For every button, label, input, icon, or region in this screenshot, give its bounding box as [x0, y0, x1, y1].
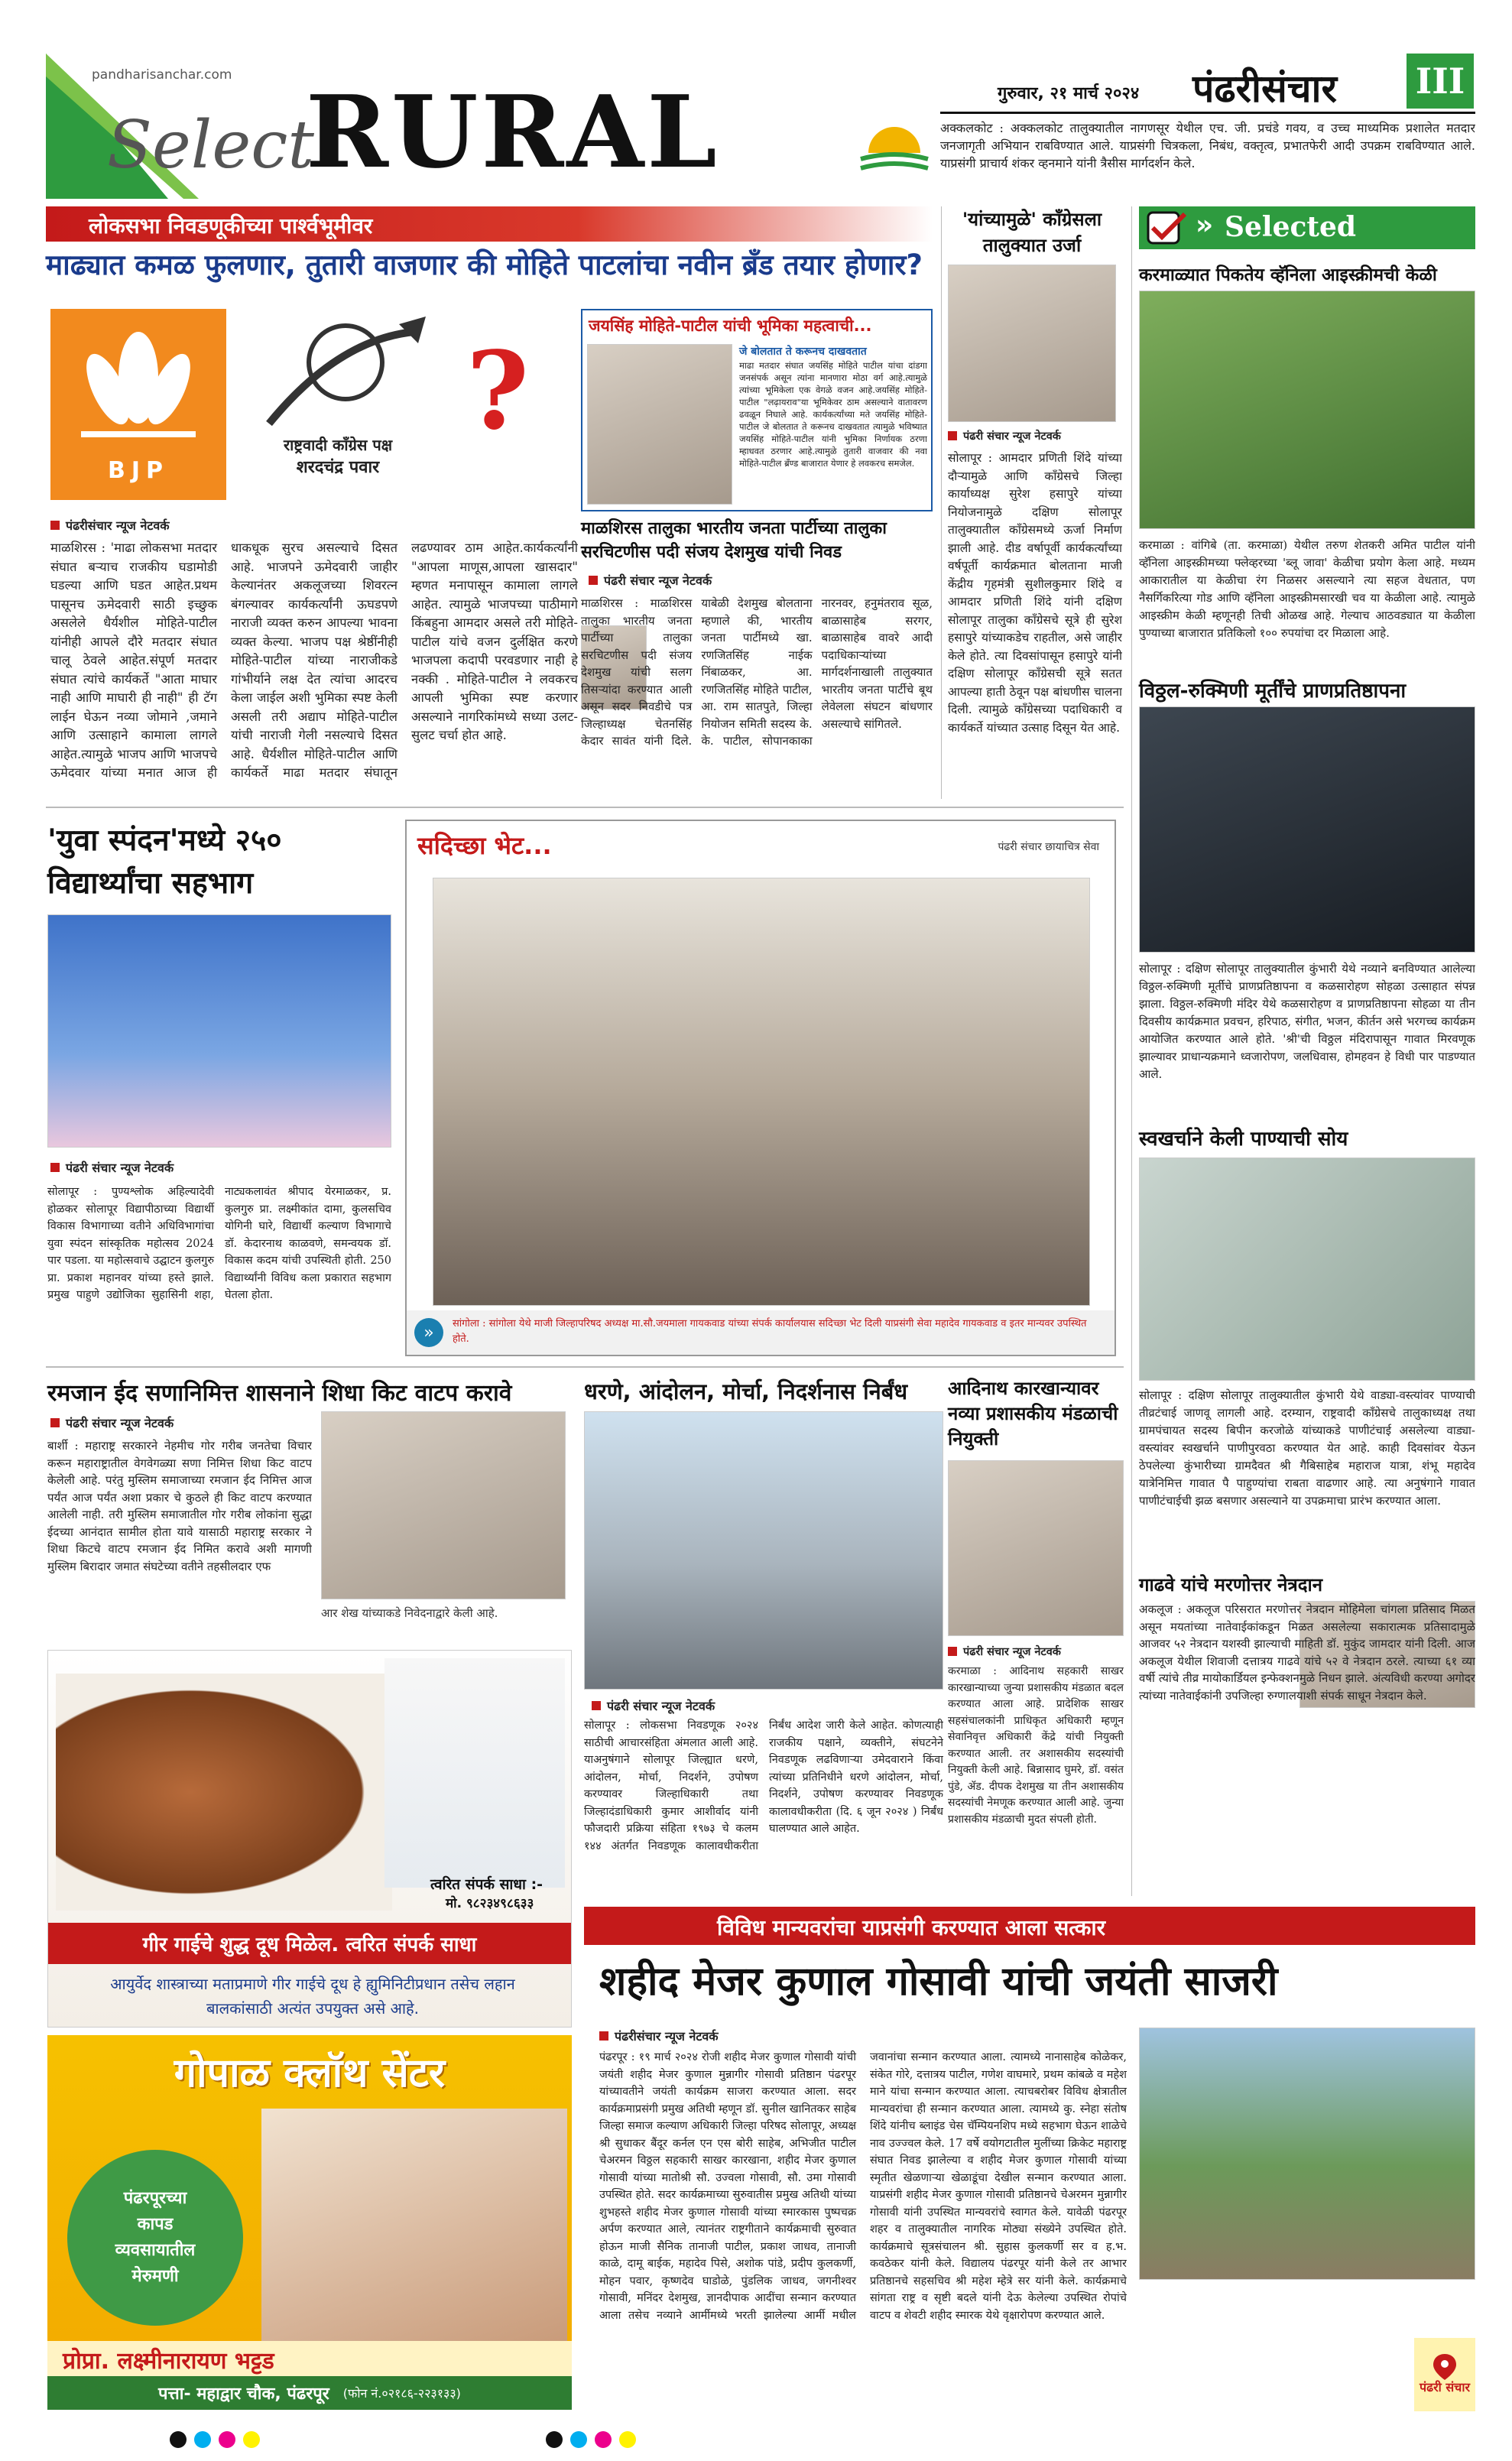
- milk-band-text: गीर गाईचे शुद्ध दूध मिळेल. त्वरित संपर्क साधा: [142, 1933, 477, 1956]
- divider-right-col: [1131, 206, 1132, 1896]
- jaysingh-photo: [587, 344, 732, 505]
- cloth-line2: कापड: [137, 2215, 174, 2234]
- masthead: [0, 0, 1512, 200]
- protest-body: सोलापूर : लोकसभा निवडणूक २०२४ साठीची आचारसंहिता अंमलात आली आहे. याअनुषंगाने सोलापूर जिल्ह्यात धरणे, आंदोलन, मोर्चा, निदर्शने, उपोषण करण्यावर जिल्हाधिकारी तथा जिल्हादंडाधिकारी कुमार आशीर्वाद यांनी फौजदारी प्रक्रिया संहिता १९७३ चे कलम १४४ अंतर्गत निवडणूक कालावधीकरीता निर्बंध आदेश जारी केले आहेत. कोणत्याही राजकीय पक्षाने, व्यक्तीने, संघटनेने निवडणूक लढविणाऱ्या उमेदवाराने किंवा त्यांच्या प्रतिनिधीने धरणे आंदोलन, मोर्चा, निदर्शने, उपोषण करण्यावर निवडणूक कालावधीकरीता (दि. ६ जून २०२४ ) निर्बंध घालण्यात आले आहेत.: [584, 1719, 943, 1852]
- visit-caption-band: [407, 1310, 1115, 1355]
- water-photo: [1139, 1157, 1475, 1381]
- question-mark: ?: [466, 329, 530, 454]
- lead-headline: माढ्यात कमळ फुलणार, तुतारी वाजणार की मोहिते पाटलांचा नवीन ब्रँड तयार होणार?: [46, 248, 923, 281]
- row3-rule: [46, 1366, 1124, 1368]
- reg-dot-cyan: [194, 2431, 211, 2448]
- section-title: RURAL: [306, 73, 720, 190]
- bjp-logo: [50, 309, 226, 500]
- collector-office-photo: [584, 1411, 943, 1690]
- visit-photo-credit: पंढरी संचार छायाचित्र सेवा: [998, 841, 1099, 853]
- shahid-headline: शहीद मेजर कुणाल गोसावी यांची जयंती साजरी: [599, 1959, 1278, 2005]
- milk-ad[interactable]: [47, 1650, 572, 2028]
- cloth-line1: पंढरपूरच्या: [123, 2189, 187, 2208]
- ramzan-photo-caption: आर शेख यांच्याकडे निवेदनाद्वारे केली आहे.: [321, 1606, 498, 1620]
- lead-body: माळशिरस : 'माढा लोकसभा मतदार संघात बऱ्याच राजकीय घडामोडी घडल्या आणि घडत आहेत.प्रथम पासूनच ऊमेदवारी साठी इच्छुक असलेले धैर्यशील मोहिते-पाटील यांनीही आपले दौरे मतदार संघात चालू ठेवले आहेत.संपूर्ण मतदार संघात त्यांचे कार्यकर्ते "आता माघार नाही आणि माघारी ही नाही" ही टॅग लाईन घेऊन नव्या जोमाने ,जमाने आणि उत्साहाने कामाला लागले आहेत.त्यामुळे भाजप आणि भाजपचे ऊमेदवार यांच्या मनात आज ही धाकधूक सुरच असल्याचे दिसत आहे. भाजपने ऊमेदवारी जाहीर केल्यानंतर अकलूजच्या शिवरत्न बंगल्यावर कार्यकर्त्यांनी ऊघडपणे नाराजी व्यक्त करुन आपल्या भावना व्यक्त केल्या. भाजप पक्ष श्रेष्ठींनीही मोहिते-पाटील यांच्या नाराजीकडे गांभीर्याने लक्ष देत त्यांचा आदरच केला जाईल अशी भुमिका स्पष्ट केली असली तरी अद्याप मोहिते-पाटील यांची नाराजी गेली नसल्याचे दिसत आहे. धैर्यशील मोहिते-पाटील आणि कार्यकर्ते माढा मतदार संघातून लढण्यावर ठाम आहेत.कार्यकर्त्यांनी "आपला माणूस,आपला खासदार" म्हणत मनापासून कामाला लागले आहेत. त्यामुळे भाजपच्या पाठीमागे किंबहुना आमदार असले तरी मोहिते-पाटील यांचे वजन दुर्लक्षित करणे भाजपला कदापी परवडणार नाही हे नक्की . मोहिते-पाटील ने लवकरच आपली भुमिका स्पष्ट करणार असल्याने नागरिकांमध्ये सध्या उलट-सुलट चर्चा होत आहे.: [50, 541, 578, 780]
- cloth-proprietor: प्रोप्रा. लक्ष्मीनारायण भट्टड: [63, 2348, 274, 2375]
- lead-kicker-band: [46, 206, 933, 242]
- visit-title: सदिच्छा भेट...: [417, 831, 552, 860]
- page-number-badge: [1407, 54, 1474, 109]
- reg-dot-magenta: [595, 2431, 612, 2448]
- milk-contact-label: त्वरित संपर्क साधा :-: [430, 1876, 543, 1893]
- water-body: सोलापूर : दक्षिण सोलापूर तालुक्यातील कुंभारी येथे वाड्या-वस्त्यांवर पाण्याची तीव्रटंचाई जाणवू लागली आहे. दरम्यान, राष्ट्रवादी कॉंग्रेसचे तालुकाध्यक्ष तथा ग्रामपंचायत सदस्य बिपीन करजोळे यांच्याकडे पाणीटंचाई असलेल्या वाड्या- वस्त्यांवर स्वखर्चाने पाणीपुरवठा करण्यात येत आहे. काही दिवसांवर येऊन ठेपलेल्या कुंभारीच्या ग्रामदैवत श्री गैबिसाहेब महाराज यात्रा, शंभू महादेव यात्रेनिमित्त गावात पै पाहुण्यांचा राबता वाढणार आहे. त्या अनुषंगाने गावात पाणीटंचाईची झळ बसणार असल्याने या उपक्रमाचा प्रारंभ करण्यात आला.: [1139, 1388, 1475, 1508]
- jaysingh-text: माढा मतदार संघात जयसिंह मोहिते पाटील यांचा दांडगा जनसंपर्क असून त्यांना मानणारा मोठा वर्ग आहे.त्यामुळे त्यांच्या भूमिकेला एक वेगळे वजन आहे.जयसिंह मोहिते-पाटील "लढ़ायराव"या भूमिकेवर ठाम असल्याने वातावरण ढवळून निघाले आहे. कार्यकर्त्यांच्या मते जयसिंह मोहिते- पाटील जे बोलतात ते करूनच दाखवतात त्यामुळे भविष्यात जयसिंह मोहिते-पाटील यांनी भुमिका निर्णायक ठरणा म्हाधवत ठरणार आहे.त्यामुळे तुतारी वाजवार की नवा मोहिते-पाटील ब्रँण्ड बाजारात येणार हे लवकरच समजेल.: [739, 360, 927, 469]
- milk-phone[interactable]: मो. ९८२३४९८६३३: [446, 1896, 534, 1911]
- cloth-ad[interactable]: [47, 2035, 572, 2410]
- ncp-label-1: राष्ट्रवादी कॉंग्रेस पक्ष: [283, 436, 393, 454]
- ramzan-body: बार्शी : महाराष्ट्र सरकारने नेहमीच गोर गरीब जनतेचा विचार करून महाराष्ट्रातील वेगवेगळ्या सणा निमित्त शिधा किट वाटप केलेली आहे. परंतु मुस्लिम समाजाच्या रमजान ईद निमित्त आज पर्यंत आज पर्यंत अशा प्रकार चे कुठले ही किट वाटप करण्यात आलेली नाही. तरी मुस्लिम समाजातील गोर गरीब लोकांना सुद्धा ईदच्या आनंदात सामील होता यावे यासाठी महाराष्ट्र सरकार ने शिधा किटचे वाटप रमजान ईद निमित करावे अशी मागणी मुस्लिम बिरादार जमात संघटेच्या वतीने तहसीलदार एफ: [47, 1439, 312, 1573]
- masthead-divider: [940, 112, 1475, 114]
- yuva-body: सोलापूर : पुण्यश्लोक अहिल्यादेवी होळकर सोलापूर विद्यापीठाच्या विद्यार्थी विकास विभागाच्या वतीने अधिविभागांचा युवा स्पंदन सांस्कृतिक महोत्सव 2024 पार पडला. या महोत्सवाचे उद्घाटन कुलगुरु प्रा. प्रकाश महानवर यांच्या हस्ते झाले. प्रमुख पाहुणे उद्योजिका सुहासिनी शहा, नाट्यकलावंत श्रीपाद येरमाळकर, प्र. कुलगुरु प्रा. लक्ष्मीकांत दामा, कुलसचिव योगिनी घारे, विद्यार्थी कल्याण विभागाचे डॉ. केदारनाथ काळवणे, समन्वयक डॉ. विकास कदम यांची उपस्थिती होती. 250 विद्यार्थ्यांनी विविध कला प्रकारात सहभाग घेतला होता.: [47, 1186, 391, 1301]
- footer-logo: [1414, 2338, 1475, 2411]
- banana-photo: [1139, 291, 1475, 529]
- selected-label: Selected: [1225, 211, 1357, 243]
- cloth-line4: मेरुमणी: [131, 2267, 179, 2286]
- bjp-label: BJP: [107, 457, 169, 484]
- adinath-headline: आदिनाथ कारखान्यावर नव्या प्रशासकीय मंडळाची नियुक्ती: [948, 1378, 1118, 1450]
- row2-rule: [46, 807, 1124, 808]
- tutari-icon: [246, 309, 430, 431]
- adinath-body: करमाळा : आदिनाथ सहकारी साखर कारखान्याच्या जुन्या प्रशासकीय मंडळात बदल करण्यात आला आहे. प्रादेशिक साखर सहसंचालकांनी प्राधिकृत अधिकारी म्हणून सेवानिवृत्त अधिकारी केंद्रे यांची नियुक्ती करण्यात आली. तर अशासकीय सदस्यांची नियुक्ती केली आहे. बिन्नासाद घुमरे, डॉ. वसंत पुंडे, ॲड. दीपक देशमुख या तीन अशासकीय सदस्यांची नेमणूक करण्यात आली आहे. जुन्या प्रशासकीय मंडळाची मुदत संपली होती.: [948, 1665, 1124, 1826]
- cloth-address: पत्ता- महाद्वार चौक, पंढरपूर: [158, 2385, 329, 2404]
- reg-dot-black: [546, 2431, 563, 2448]
- paper-name: पंढरीसंचार: [1192, 67, 1337, 111]
- vitthal-headline: विठ्ठल-रुक्मिणी मूर्तींचे प्राणप्रतिष्ठापना: [1139, 680, 1407, 703]
- congress-credit: पंढरी संचार न्यूज नेटवर्क: [948, 428, 1061, 443]
- adinath-credit: पंढरी संचार न्यूज नेटवर्क: [948, 1644, 1061, 1659]
- eye-headline: गाढवे यांचे मरणोत्तर नेत्रदान: [1139, 1574, 1323, 1596]
- footer-logo-text: पंढरी संचार: [1419, 2380, 1471, 2394]
- yuva-headline: 'युवा स्पंदन'मध्ये २५० विद्यार्थ्यांचा सहभाग: [47, 823, 282, 901]
- cloth-phone[interactable]: (फोन नं.०२१८६-२२३१३३): [342, 2386, 461, 2401]
- selected-label-band: [1139, 206, 1475, 249]
- lotus-icon: [50, 309, 226, 454]
- visit-caption: सांगोला : सांगोला येथे माजी जिल्हापरिषद अध्यक्ष मा.सौ.जयमाला गायकवाड यांच्या संपर्क कार्यालयास सदिच्छा भेट दिली याप्रसंगी सेवा महादेव गायकवाड व इतर मान्यवर उपस्थित होते.: [453, 1318, 1087, 1345]
- shopping-women-photo: [261, 2109, 567, 2341]
- milk-band: [48, 1923, 571, 1964]
- banana-headline: करमाळ्यात पिकतेय व्हॅनिला आइस्क्रीमची केळी: [1139, 265, 1437, 285]
- shahid-credit: पंढरीसंचार न्यूज नेटवर्क: [599, 2028, 719, 2044]
- vitthal-photo: [1139, 706, 1475, 953]
- malshiras-headline: माळशिरस तालुका भारतीय जनता पार्टीच्या तालुका सरचिटणीस पदी संजय देशमुख यांची निवड: [581, 519, 887, 562]
- lead-kicker: लोकसभा निवडणूकीच्या पार्श्वभूमीवर: [89, 213, 373, 239]
- jaysingh-box: [581, 309, 933, 511]
- site-url[interactable]: pandharisanchar.com: [92, 67, 232, 83]
- shahid-kicker-band: [584, 1907, 1475, 1945]
- visit-photo: [433, 878, 1090, 1306]
- jaysingh-title: जयसिंह मोहिते-पाटील यांची भूमिका महत्वाची...: [582, 310, 931, 341]
- yuva-dance-photo: [47, 914, 391, 1148]
- registration-marks-right: [546, 2431, 644, 2448]
- gir-cow-photo: [56, 1674, 392, 1911]
- eye-body: अकलूज : अकलूज परिसरात मरणोत्तर नेत्रदान मोहिमेला चांगला प्रतिसाद मिळत असून मयतांच्या नातेवाईकांकडून मिळत असलेल्या सकारात्मक प्रतिसादामुळे आजवर ५२ नेत्रदान यशस्वी झाल्याची माहिती डॉ. मुकुंद जामदार यांनी दिली. आज अकलूज येथील शिवाजी दत्तात्रय गाढवे यांचे ५२ वे नेत्रदान ठरले. त्याच्या ६१ व्या वर्षी त्यांचे तीव्र मायोकार्डियल इन्फेक्शनमुळे निधन झाले. अंत्यविधी करण्या अगोदर त्यांच्या नातेवाईकांनी उपजिल्हा रुग्णालयाशी संपर्क साधून नेत्रदान केले.: [1139, 1602, 1475, 1703]
- ncp-logo: [246, 309, 430, 500]
- ramzan-photo: [321, 1411, 566, 1599]
- page-number: III: [1415, 60, 1465, 102]
- reg-dot-magenta: [219, 2431, 235, 2448]
- reg-dot-cyan: [570, 2431, 587, 2448]
- reg-dot-black: [170, 2431, 187, 2448]
- cloth-circle: [67, 2150, 243, 2326]
- reg-dot-yellow: [243, 2431, 260, 2448]
- malshiras-body: माळशिरस : माळशिरस तालुका भारतीय जनता पार्टीच्या तालुका सरचिटणीस पदी संजय देशमुख यांची सलग तिसऱ्यांदा करण्यात आली असून सदर निवडीचे पत्र जिल्हाध्यक्ष चेतनसिंह केदार सावंत यांनी दिले. याबेळी देशमुख बोलताना म्हणाले की, भारतीय जनता पार्टीमध्ये खा. रणजितसिंह नाईक निंबाळकर, आ. रणजितसिंह मोहिते पाटील, आ. राम सातपुते, जिल्हा नियोजन समिती सदस्य के. के. पाटील, सोपानकाका नारनवर, हनुमंतराव सूळ, बाळासाहेब सरगर, बाळासाहेब वावरे आदी पदाधिकाऱ्यांच्या मार्गदर्शनाखाली तालुक्यात भारतीय जनता पार्टीचे बूथ लेवेलला संघटन बांधणार असल्याचे सांगितले.: [581, 596, 933, 748]
- congress-body: सोलापूर : आमदार प्रणिती शिंदे यांच्या दौऱ्यामुळे आणि कॉंग्रेसचे जिल्हा कार्याध्यक्ष सुरेश हसापुरे यांच्या नियोजनामुळे दक्षिण सोलापूर तालुक्यातील कॉंग्रेसमध्ये ऊर्जा निर्माण झाली आहे. दीड वर्षापूर्वी कार्यकर्त्यांच्या वर्षपूर्ती कार्यक्रमात बोलताना माजी केंद्रीय गृहमंत्री सुशीलकुमार शिंदे व आमदार प्रणिती शिंदे यांनी दक्षिण सोलापूर तालुका कॉंग्रेसचे सूत्रे ही सुरेश हसापुरे यांच्याकडेच राहतील, असे जाहीर केले होते. त्या दिवसांपासून हसापुरे यांनी दक्षिण सोलापूर कॉंग्रेसची सूत्रे सतत आपल्या हाती ठेवून पक्ष बांधणीस चालना दिली. त्यामुळे कॉंग्रेसच्या पदाधिकारी व कार्यकर्ते यांच्यात उत्साह दिसून येत आहे.: [948, 451, 1122, 735]
- top-brief: अक्कलकोट : अक्कलकोट तालुक्यातील नागणसूर येथील एच. जी. प्रचंडे गवय, व उच्च माध्यमिक प्रशालेत मतदार जनजागृती अभियान राबविण्यात आले. याप्रसंगी चित्रकला, निबंध, वक्तृत्व, प्रभातफेरी आदी उपक्रम राबविण्यात आले. याप्रसंगी प्राचार्य शंकर व्हनमाने यांनी त्रैसीस मार्गदर्शन केले.: [940, 121, 1475, 170]
- ramzan-headline: रमजान ईद सणानिमित्त शासनाने शिधा किट वाटप करावे: [47, 1380, 512, 1407]
- visit-arrow-icon: »: [414, 1318, 443, 1347]
- cloth-line3: व्यवसायातील: [115, 2241, 196, 2260]
- issue-date: गुरुवार, २१ मार्च २०२४: [998, 84, 1140, 103]
- location-pin-icon: [1433, 2354, 1456, 2380]
- banana-body: करमाळा : वांगिबे (ता. करमाळा) येथील तरुण शेतकरी अमित पाटील यांनी व्हॅनिला आइस्क्रीमच्या फ्लेव्हरच्या 'ब्लू जावा' केळीचा प्रयोग केला आहे. मध्यम आकारातील या केळीचा रंग निळसर असल्याने त्या सहज वेधतात, पण नैसर्गिकरित्या गोड आणि व्हॅनिला आइस्क्रीमसारखी चव या केळीला आहे. त्यामुळे आइस्क्रीम केळी म्हणूनही तिची ओळख आहे. गेल्याच आठवड्यात या केळीला पुण्याच्या बाजारात प्रतिकिलो १०० रुपयांचा दर मिळाला आहे.: [1139, 538, 1475, 640]
- sunrise-logo-icon: [856, 107, 933, 176]
- shahid-kicker: विविध मान्यवरांचा याप्रसंगी करण्यात आला सत्कार: [717, 1915, 1106, 1940]
- ncp-label-2: शरदचंद्र पवार: [296, 458, 380, 477]
- section-script: Select: [107, 107, 314, 183]
- divider-congress: [941, 206, 942, 799]
- shahid-photo: [1139, 2028, 1475, 2280]
- water-headline: स्वखर्चाने केली पाण्याची सोय: [1139, 1128, 1348, 1151]
- ramzan-credit: पंढरी संचार न्यूज नेटवर्क: [50, 1414, 174, 1431]
- yuva-credit: पंढरी संचार न्यूज नेटवर्क: [50, 1159, 174, 1176]
- adinath-photo: [948, 1460, 1124, 1636]
- milk-tagline: आयुर्वेद शास्त्राच्या मताप्रमाणे गीर गाईचे दूध हे ह्युमिनिटीप्रधान तसेच लहान बालकांसाठी अत्यंत उपयुक्त असे आहे.: [110, 1975, 515, 2018]
- chevron-right-icon: »: [1196, 209, 1214, 241]
- cloth-address-band: [47, 2376, 572, 2410]
- congress-headline: 'यांच्यामुळे' कॉंग्रेसला तालुक्यात उर्जा: [962, 209, 1102, 256]
- checkmark-icon: [1145, 209, 1188, 246]
- protest-headline: धरणे, आंदोलन, मोर्चा, निदर्शनास निर्बंध: [584, 1378, 908, 1404]
- malshiras-credit: पंढरी संचार न्यूज नेटवर्क: [589, 572, 712, 589]
- shahid-body-cont: [1139, 2286, 1399, 2410]
- milk-splash-photo: [384, 1658, 565, 1888]
- cloth-title: गोपाळ क्लॉथ सेंटर: [174, 2050, 446, 2096]
- jaysingh-subtitle: जे बोलतात ते करूनच दाखवतात: [739, 346, 867, 358]
- registration-marks-left: [170, 2431, 268, 2448]
- lead-credit: पंढरीसंचार न्यूज नेटवर्क: [50, 517, 170, 534]
- vitthal-body: सोलापूर : दक्षिण सोलापूर तालुक्यातील कुंभारी येथे नव्याने बनविण्यात आलेल्या विठ्ठल-रुक्मिणी मूर्तीचे प्राणप्रतिष्ठापना व कळसारोहण सोहळा उत्साहात संपन्न झाला. विठ्ठल-रुक्मिणी मंदिर येथे कळसारोहण व प्राणप्रतिष्ठापना सोहळा या तीन दिवसीय कार्यक्रमात प्रवचन, हरिपाठ, संगीत, भजन, कीर्तन असे भरगच्च कार्यक्रम आयोजित करण्यात आले होते. 'श्री'ची विठ्ठल मंदिरापासून गावात मिरवणूक झाल्यावर प्राधान्यक्रमाने ध्वजारोपण, जलधिवास, होमहवन हे विधी पार पाडण्यात आले.: [1139, 962, 1475, 1081]
- protest-credit: पंढरी संचार न्यूज नेटवर्क: [592, 1697, 715, 1714]
- hasapure-photo: [948, 265, 1116, 422]
- visit-box: [405, 820, 1116, 1356]
- cloth-proprietor-band: [47, 2341, 572, 2376]
- reg-dot-yellow: [619, 2431, 636, 2448]
- shahid-body: पंढरपूर : १९ मार्च २०२४ रोजी शहीद मेजर कुणाल गोसावी यांची जयंती शहीद मेजर कुणाल मुन्नागीर गोसावी प्रतिष्ठान पंढरपूर यांच्यावतीने जयंती कार्यक्रम साजरा करण्यात आला. सदर कार्यक्रमाप्रसंगी प्रमुख अतिथी म्हणून डॉ. सुनील खानितकर साहेब जिल्हा समाज कल्याण अधिकारी जिल्हा परिषद सोलापूर, अध्यक्ष श्री सुधाकर बैंदूर कर्नल एन एस बोरी साहेब, अभिजीत पाटील चेअरमन विठ्ठल सहकारी साखर कारखाना, शहीद मेजर कुणाल गोसावी यांच्या मातोश्री सौ. उज्वला गोसावी, सौ. उमा गोसावी उपस्थित होते. सदर कार्यक्रमाच्या सुरुवातीस प्रमुख अतिथी यांच्या शुभहस्ते शहीद मेजर कुणाल गोसावी यांच्या स्मारकास पुष्पचक्र अर्पण करण्यात आले, त्यानंतर राष्ट्रगीताने कार्यक्रमाची सुरुवात होऊन माजी सैनिक तानाजी पाटील, प्रकाश जाधव, तानाजी काळे, दामू बाईक, महादेव पिसे, अशोक पांडे, प्रदीप कुलकर्णी, मोहन पवार, कृष्णदेव घाडोळे, पुंडलिक जाधव, जगनीश्वर गोसावी, मनिंदर देशमुख, ज्ञानदीपाक आदींचा सन्मान करण्यात आला तसेच नव्याने आर्मीमध्ये भरती झालेल्या आर्मी मधील जवानांचा सन्मान करण्यात आला. त्यामध्ये नानासाहेब कोळेकर, संकेत गोरे, दत्तात्रय पाटील, गणेश वाघमारे, प्रथम कांबळे व महेश माने यांचा सन्मान करण्यात आला. त्याचबरोबर विविध क्षेत्रातील मान्यवरांचा ही सन्मान करण्यात आला. त्यामध्ये कु. स्नेहा संतोष शिंदे यांनीच ब्लाइंड चेस चॅम्पियनशिप मध्ये सहभाग घेऊन शाळेचे नाव उज्ज्वल केले. 17 वर्षे वयोगटातील मुलींच्या क्रिकेट महाराष्ट्र संघात निवड झालेल्या व शहीद मेजर कुणाल गोसावी यांच्या स्मृतीत खेळणाऱ्या खेळाडूंचा देखील सन्मान करण्यात आला. याप्रसंगी शहीद मेजर कुणाल गोसावी प्रतिष्ठानचे चेअरमन मुन्नागीर गोसावी यांनी उपस्थित मान्यवरांचे स्वागत केले. यावेळी पंढरपूर शहर व तालुक्यातील नागरिक मोठ्या संख्येने उपस्थित होते. कार्यक्रमाचे सूत्रसंचालन श्री. सुहास कुलकर्णी सर व ह.भ. कवठेकर यांनी केले. विद्यालय पंढरपूर यांनी केले तर आभार प्रतिष्ठानचे सहसचिव श्री महेश म्हेत्रे सर यांनी केले. कार्यक्रमाचे सांगता राष्ट्र व सृष्टी बदले यांनी देऊ केलेल्या उपस्थित रोपांचे वाटप व शेवटी शहीद स्मारक येथे वृक्षारोपण करण्यात आले.: [599, 2051, 1127, 2322]
